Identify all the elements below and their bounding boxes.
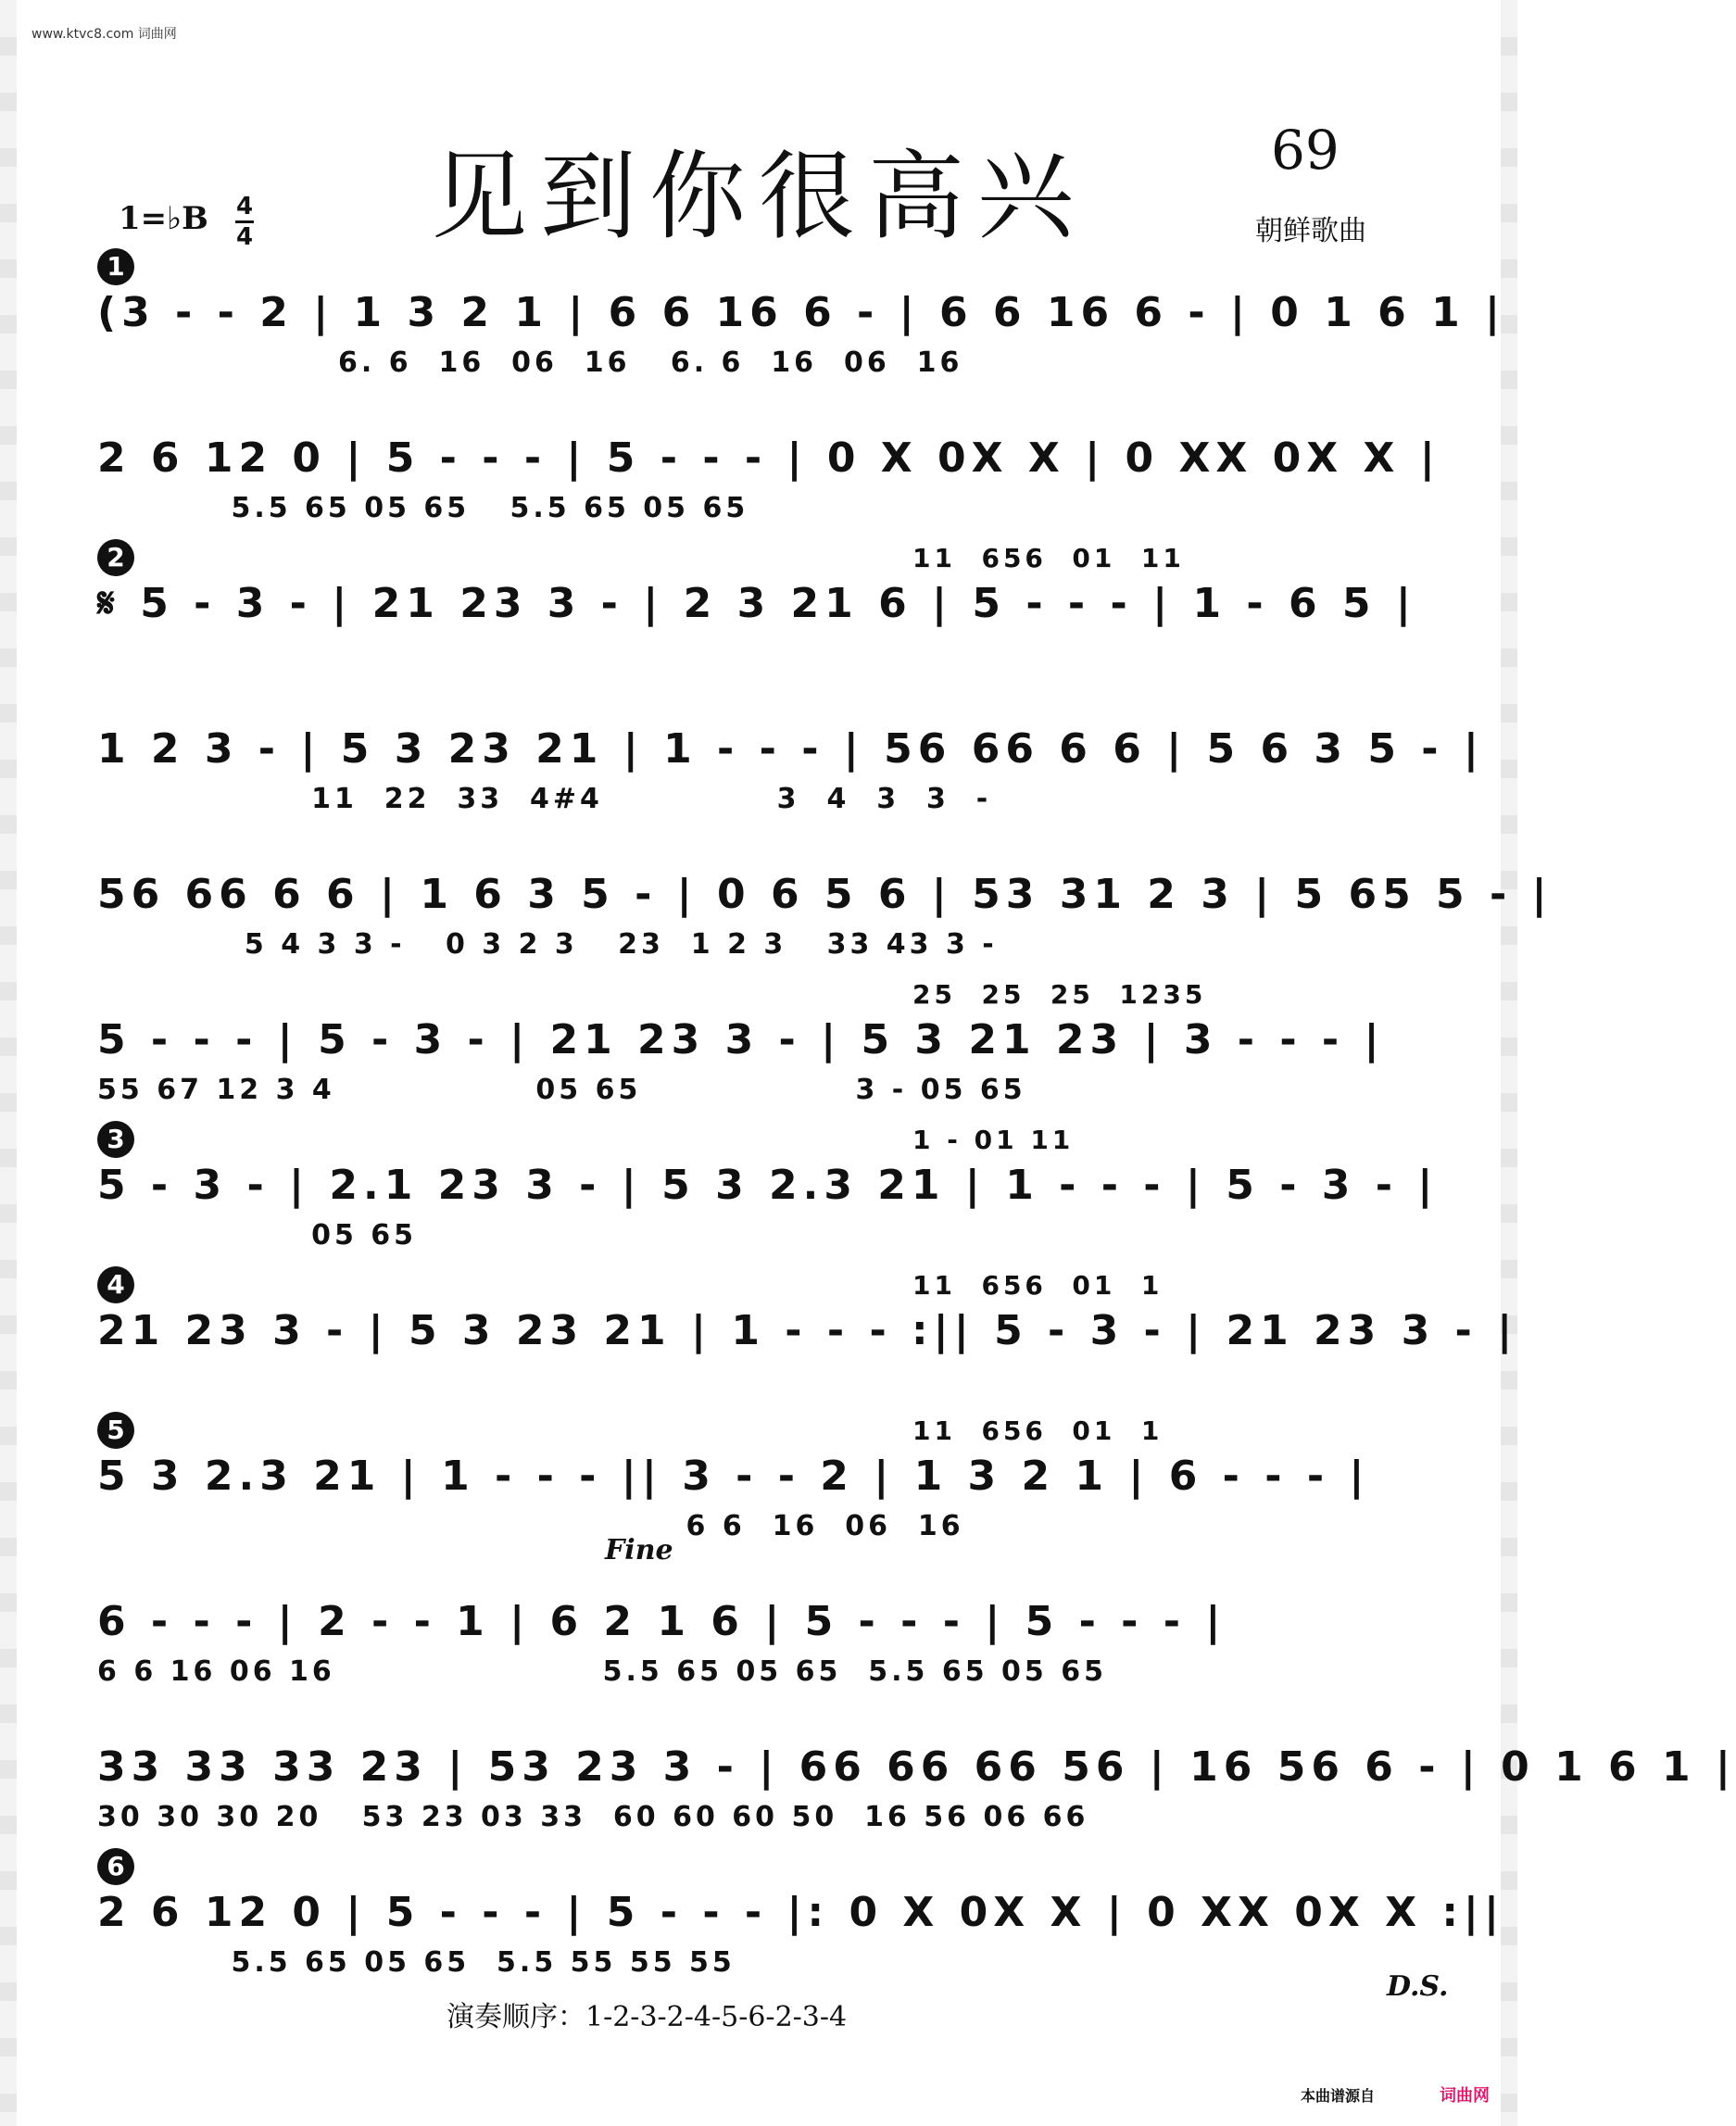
upper-voice-notes: 1 - 01 11 [912, 1125, 1075, 1155]
melody-line: 2 6 12 0 | 5 - - - | 5 - - - |: 0 X 0X X | 0 XX 0X X :|| [97, 1889, 1505, 1936]
score-row [97, 1851, 1505, 2005]
ds-mark: D.S. [1387, 1970, 1449, 2003]
melody-line: 5 - - - | 5 - 3 - | 21 23 3 - | 5 3 21 23 | 3 - - - | [97, 1016, 1385, 1063]
time-top: 4 [235, 193, 254, 220]
upper-voice-notes: 11 656 01 1 [912, 1270, 1164, 1301]
accompaniment-line: 5.5 65 05 65 5.5 55 55 55 [97, 1946, 736, 1979]
section-marker: 6 [97, 1848, 134, 1885]
performance-order [447, 1994, 847, 2034]
score-row [97, 1269, 1518, 1423]
score-row [97, 1714, 1736, 1859]
melody-line: 5 - 3 - | 2.1 23 3 - | 5 3 2.3 21 | 1 - - - | 5 - 3 - | [97, 1162, 1439, 1209]
melody-line: 2 6 12 0 | 5 - - - | 5 - - - | 0 X 0X X | 0 XX 0X X | [97, 434, 1440, 482]
accompaniment-line: 55 67 12 3 4 05 65 3 - 05 65 [97, 1074, 1026, 1106]
score-row [97, 1124, 1439, 1277]
upper-voice-notes: 11 656 01 11 [912, 543, 1185, 573]
melody-line: (3 - - 2 | 1 3 2 1 | 6 6 16 6 - | 6 6 16 6 - | 0 1 6 1 | [97, 289, 1506, 336]
melody-line: 56 66 6 6 | 1 6 3 5 - | 0 6 5 6 | 53 31 2 3 | 5 65 5 - | [97, 871, 1553, 918]
performance-order-value: 1-2-3-2-4-5-6-2-3-4 [585, 2001, 848, 2033]
score-row [97, 251, 1506, 405]
accompaniment-line: 30 30 30 20 53 23 03 33 60 60 60 50 16 56 06 66 [97, 1801, 1089, 1833]
accompaniment-line: 5 4 3 3 - 0 3 2 3 23 1 2 3 33 43 3 - [97, 928, 998, 961]
melody-line: 33 33 33 23 | 53 23 3 - | 66 66 66 56 | 16 56 6 - | 0 1 6 1 | [97, 1743, 1736, 1791]
brand-logo[interactable]: 词曲网 [1440, 2086, 1490, 2106]
melody-line: 5 3 2.3 21 | 1 - - - || 3 - - 2 | 1 3 2 1 | 6 - - - | [97, 1453, 1370, 1500]
section-marker: 5 [97, 1412, 134, 1449]
key-signature: 1=♭B [119, 200, 208, 237]
site-label[interactable]: www.ktvc8.com 词曲网 [31, 27, 177, 42]
score-row [97, 405, 1440, 550]
accompaniment-line: 11 22 33 4#4 3 4 3 3 - [97, 783, 992, 815]
melody-line: 21 23 3 - | 5 3 23 21 | 1 - - - :|| 5 - 3 - | 21 23 3 - | [97, 1307, 1518, 1354]
section-marker: 1 [97, 248, 134, 285]
accompaniment-line: 5.5 65 05 65 5.5 65 05 65 [97, 492, 749, 524]
song-title: 见到你很高兴 [430, 140, 1087, 253]
melody-line: 6 - - - | 2 - - 1 | 6 2 1 6 | 5 - - - | 5 - - - | [97, 1598, 1227, 1645]
melody-line: 1 2 3 - | 5 3 23 21 | 1 - - - | 56 66 6 6 | 5 6 3 5 - | [97, 725, 1484, 773]
score-staves [97, 251, 1736, 2005]
section-marker: 2 [97, 539, 134, 576]
accompaniment-line: 05 65 [97, 1219, 418, 1252]
accompaniment-line: 6 6 16 06 16 [97, 1510, 964, 1542]
left-margin-watermark [0, 0, 17, 2126]
score-row [97, 696, 1484, 841]
score-row [97, 979, 1431, 1132]
section-marker: 4 [97, 1266, 134, 1303]
performance-order-label: 演奏顺序： [447, 2001, 585, 2033]
composer: 朝鲜歌曲 [1255, 215, 1366, 247]
score-row [97, 841, 1553, 987]
song-number: 69 [1271, 119, 1340, 182]
upper-voice-notes: 25 25 25 1235 [912, 979, 1207, 1010]
upper-voice-notes: 11 656 01 1 [912, 1415, 1164, 1446]
score-row [97, 1415, 1431, 1568]
fine-mark: Fine [605, 1534, 673, 1566]
score-row [97, 542, 1431, 696]
accompaniment-line: 6 6 16 06 16 5.5 65 05 65 5.5 65 05 65 [97, 1655, 1107, 1688]
accompaniment-line: 6. 6 16 06 16 6. 6 16 06 16 [97, 346, 963, 379]
melody-line: 𝄋 5 - 3 - | 21 23 3 - | 2 3 21 6 | 5 - - - | 1 - 6 5 | [97, 580, 1416, 627]
score-row [97, 1568, 1431, 1714]
source-label: 本曲谱源自 [1301, 2087, 1376, 2105]
section-marker: 3 [97, 1121, 134, 1158]
time-bottom: 4 [235, 223, 254, 251]
time-signature [235, 195, 254, 249]
